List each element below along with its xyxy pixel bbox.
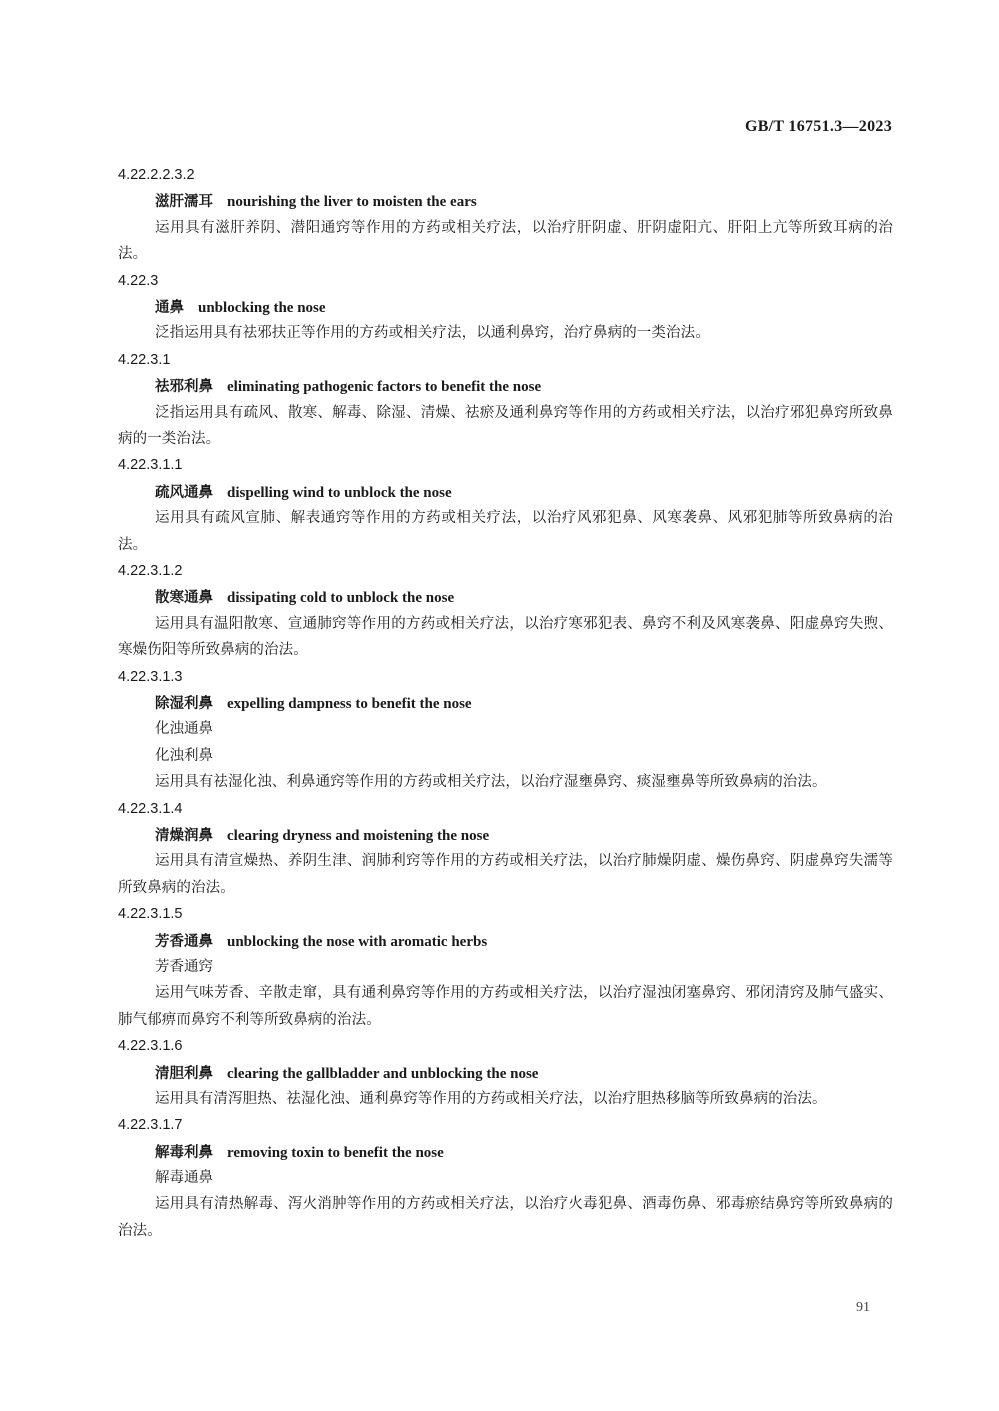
term-entry [118, 1112, 893, 1244]
term-heading [118, 479, 893, 505]
clause-number: 4.22.2.2.3.2 [118, 167, 195, 183]
term-english: expelling dampness to benefit the nose [227, 695, 472, 712]
document-body [118, 162, 893, 1244]
term-entry [118, 268, 893, 347]
term-chinese: 清胆利鼻 [155, 1065, 213, 1082]
term-definition: 运用具有滋肝养阴、潜阳通窍等作用的方药或相关疗法，以治疗肝阴虚、肝阴虚阳亢、肝阳上亢等所致耳病的治法。 [118, 219, 893, 263]
term-heading [118, 294, 893, 320]
term-synonym: 化浊通鼻 [155, 721, 213, 738]
term-definition: 运用具有清泻胆热、祛湿化浊、通利鼻窍等作用的方药或相关疗法，以治疗胆热移脑等所致鼻病的治法。 [155, 1090, 827, 1107]
clause-number: 4.22.3.1.6 [118, 1038, 183, 1055]
term-synonym: 芳香通窍 [155, 958, 213, 975]
term-chinese: 解毒利鼻 [155, 1144, 213, 1161]
term-chinese: 祛邪利鼻 [155, 379, 213, 396]
term-definition: 运用具有清热解毒、泻火消肿等作用的方药或相关疗法，以治疗火毒犯鼻、酒毒伤鼻、邪毒瘀结鼻窍等所致鼻病的治法。 [118, 1196, 893, 1239]
term-entry [118, 901, 893, 1033]
term-heading [118, 584, 893, 610]
page-number: 91 [856, 1300, 870, 1315]
term-entry [118, 162, 893, 268]
term-entry [118, 558, 893, 664]
term-synonym: 化浊利鼻 [155, 747, 213, 764]
term-chinese: 芳香通鼻 [155, 933, 213, 950]
term-definition: 运用具有祛湿化浊、利鼻通窍等作用的方药或相关疗法，以治疗湿壅鼻窍、痰湿壅鼻等所致鼻病的治法。 [155, 774, 827, 791]
term-english: clearing dryness and moistening the nose [227, 827, 490, 844]
term-english: eliminating pathogenic factors to benefit the nose [227, 379, 542, 396]
standard-code: GB/T 16751.3—2023 [744, 118, 892, 135]
term-entry [118, 796, 893, 902]
term-english: unblocking the nose with aromatic herbs [227, 933, 488, 950]
term-english: removing toxin to benefit the nose [227, 1144, 444, 1161]
term-chinese: 清燥润鼻 [155, 827, 213, 844]
term-heading [118, 1060, 893, 1086]
term-english: nourishing the liver to moisten the ears [227, 194, 477, 211]
term-definition: 泛指运用具有疏风、散寒、解毒、除湿、清燥、祛瘀及通利鼻窍等作用的方药或相关疗法，以治疗邪犯鼻窍所致鼻病的一类治法。 [118, 404, 893, 447]
clause-number: 4.22.3.1.3 [118, 668, 183, 685]
term-chinese: 疏风通鼻 [155, 484, 213, 501]
term-entry [118, 452, 893, 558]
term-chinese: 除湿利鼻 [155, 695, 213, 712]
term-entry [118, 347, 893, 453]
term-definition: 运用具有清宣燥热、养阴生津、润肺利窍等作用的方药或相关疗法，以治疗肺燥阴虚、燥伤鼻窍、阴虚鼻窍失濡等所致鼻病的治法。 [118, 853, 893, 896]
term-english: dissipating cold to unblock the nose [227, 590, 455, 607]
term-heading [118, 188, 893, 214]
term-definition: 泛指运用具有祛邪扶正等作用的方药或相关疗法，以通利鼻窍，治疗鼻病的一类治法。 [155, 325, 710, 342]
term-english: dispelling wind to unblock the nose [227, 484, 452, 501]
term-entry [118, 1033, 893, 1112]
clause-number: 4.22.3 [118, 272, 159, 289]
term-entry [118, 664, 893, 796]
term-heading [118, 822, 893, 848]
term-english: unblocking the nose [198, 299, 326, 316]
term-chinese: 散寒通鼻 [155, 590, 213, 607]
term-definition: 运用具有温阳散寒、宣通肺窍等作用的方药或相关疗法，以治疗寒邪犯表、鼻窍不利及风寒袭鼻、阳虚鼻窍失煦、寒燥伤阳等所致鼻病的治法。 [118, 615, 893, 659]
clause-number: 4.22.3.1.4 [118, 800, 183, 817]
term-chinese: 通鼻 [155, 299, 184, 316]
clause-number: 4.22.3.1.2 [118, 562, 183, 579]
term-chinese: 滋肝濡耳 [155, 194, 213, 211]
clause-number: 4.22.3.1.1 [118, 457, 183, 474]
term-heading [118, 373, 893, 399]
term-heading [118, 690, 893, 716]
term-definition: 运用气味芳香、辛散走窜，具有通利鼻窍等作用的方药或相关疗法，以治疗湿浊闭塞鼻窍、邪闭清窍及肺气盛实、肺气郁痹而鼻窍不利等所致鼻病的治法。 [118, 985, 893, 1028]
clause-number: 4.22.3.1 [118, 351, 171, 368]
clause-number: 4.22.3.1.5 [118, 906, 183, 923]
term-definition: 运用具有疏风宣肺、解表通窍等作用的方药或相关疗法，以治疗风邪犯鼻、风寒袭鼻、风邪犯肺等所致鼻病的治法。 [118, 510, 893, 553]
term-synonym: 解毒通鼻 [155, 1170, 213, 1187]
clause-number: 4.22.3.1.7 [118, 1117, 183, 1134]
term-english: clearing the gallbladder and unblocking the nose [227, 1065, 539, 1082]
term-heading [118, 928, 893, 954]
term-heading [118, 1139, 893, 1165]
